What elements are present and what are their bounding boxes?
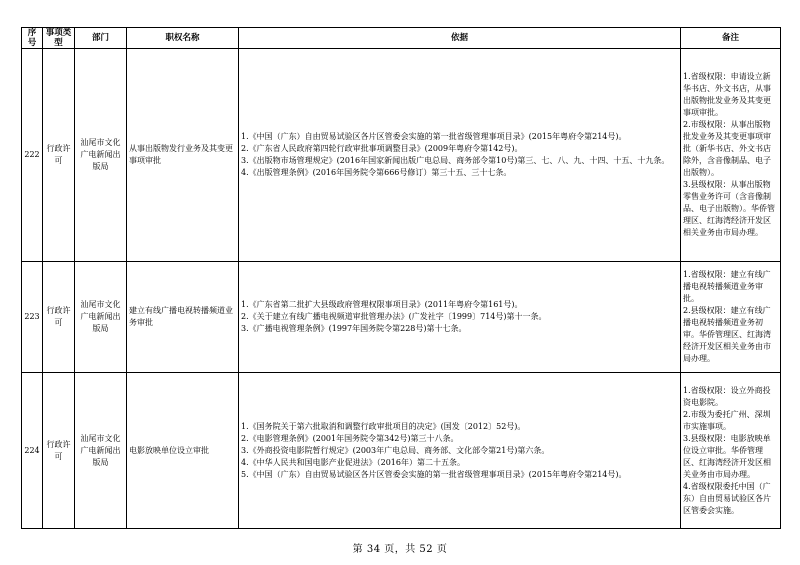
row-authority-name: 从事出版物发行业务及其变更事项审批: [127, 49, 239, 262]
row-seq: 222: [22, 49, 43, 262]
basis-item: 1.《广东省第二批扩大县级政府管理权限事项目录》(2011年粤府令第161号)。: [241, 300, 523, 309]
header-type: 事项类型: [43, 28, 75, 49]
row-dept: 汕尾市文化广电新闻出版局: [75, 373, 127, 529]
basis-item: 2.《关于建立有线广播电视频道审批管理办法》(广发社字〔1999〕714号)第十一条。: [241, 312, 547, 321]
row-type: 行政许可: [43, 262, 75, 373]
row-remarks: [681, 49, 781, 262]
basis-item: 2.《电影管理条例》(2001年国务院令第342号)第三十八条。: [241, 433, 459, 443]
row-dept: 汕尾市文化广电新闻出版局: [75, 262, 127, 373]
row-basis: [239, 373, 681, 529]
basis-item: 1.《国务院关于第六批取消和调整行政审批项目的决定》(国发〔2012〕52号)。: [241, 421, 526, 431]
header-dept: 部门: [75, 28, 127, 49]
basis-item: 1.《中国（广东）自由贸易试验区各片区管委会实施的第一批省级管理事项目录》(2015年粤府令第214号)。: [241, 132, 627, 141]
page-number-footer: 第 34 页，共 52 页: [352, 544, 448, 555]
basis-item: 2.《广东省人民政府第四轮行政审批事项调整目录》(2009年粤府令第142号)。: [241, 144, 523, 153]
header-basis: 依据: [239, 28, 681, 49]
remark-item: 3.县级权限：电影放映单位设立审批。华侨管理区、红海湾经济开发区相关业务由市局办理。: [683, 433, 771, 479]
row-remarks: [681, 373, 781, 529]
row-authority-name: 建立有线广播电视转播频道业务审批: [127, 262, 239, 373]
row-seq: 224: [22, 373, 43, 529]
remark-item: 2.市级为委托广州、深圳市实施事项。: [683, 409, 771, 431]
header-name: 职权名称: [127, 28, 239, 49]
row-dept: 汕尾市文化广电新闻出版局: [75, 49, 127, 262]
remark-item: 4.省级权限委托中国（广东）自由贸易试验区各片区管委会实施。: [683, 481, 771, 515]
basis-item: 3.《广播电视管理条例》(1997年国务院令第228号)第十七条。: [241, 324, 467, 333]
remark-item: 1.省级权限：建立有线广播电视转播频道业务审批。: [683, 270, 771, 303]
table-row: [22, 373, 781, 529]
remark-item: 3.县级权限：从事出版物零售业务许可（含音像制品、电子出版物）。华侨管理区、红海湾经济开发区相关业务由市局办理。: [683, 180, 775, 237]
remark-item: 2.县级权限：建立有线广播电视转播频道业务初审。华侨管理区、红海湾经济开发区相关业务由市局办理。: [683, 306, 771, 363]
row-remarks: [681, 262, 781, 373]
remark-item: 1.省级权限：设立外商投资电影院。: [683, 385, 771, 407]
remark-item: 2.市级权限：从事出版物批发业务及其变更事项审批（新华书店、外文书店除外，含音像制品、电子出版物）。: [683, 120, 771, 177]
remark-item: 1.省级权限：申请设立新华书店、外文书店，从事出版物批发业务及其变更事项审批。: [683, 72, 771, 117]
row-type: 行政许可: [43, 373, 75, 529]
basis-item: 3.《外商投资电影院暂行规定》(2003年广电总局、商务部、文化部令第21号)第六条。: [241, 445, 550, 455]
header-seq: 序号: [22, 28, 43, 49]
authority-table: [21, 27, 781, 529]
table-header-row: [22, 28, 781, 49]
row-authority-name: 电影放映单位设立审批: [127, 373, 239, 529]
row-basis: [239, 262, 681, 373]
basis-item: 4.《中华人民共和国电影产业促进法》（2016年）第二十五条。: [241, 457, 465, 467]
basis-item: 5.《中国（广东）自由贸易试验区各片区管委会实施的第一批省级管理事项目录》(2015年粤府令第214号)。: [241, 469, 627, 479]
header-remarks: 备注: [681, 28, 781, 49]
row-seq: 223: [22, 262, 43, 373]
row-type: 行政许可: [43, 49, 75, 262]
basis-item: 3.《出版物市场管理规定》(2016年国家新闻出版广电总局、商务部令第10号)第三、七、八、九、十四、十五、十九条。: [241, 156, 670, 165]
table-row: [22, 49, 781, 262]
row-basis: [239, 49, 681, 262]
table-row: [22, 262, 781, 373]
basis-item: 4.《出版管理条例》(2016年国务院令第666号修订）第三十五、三十七条。: [241, 168, 512, 177]
